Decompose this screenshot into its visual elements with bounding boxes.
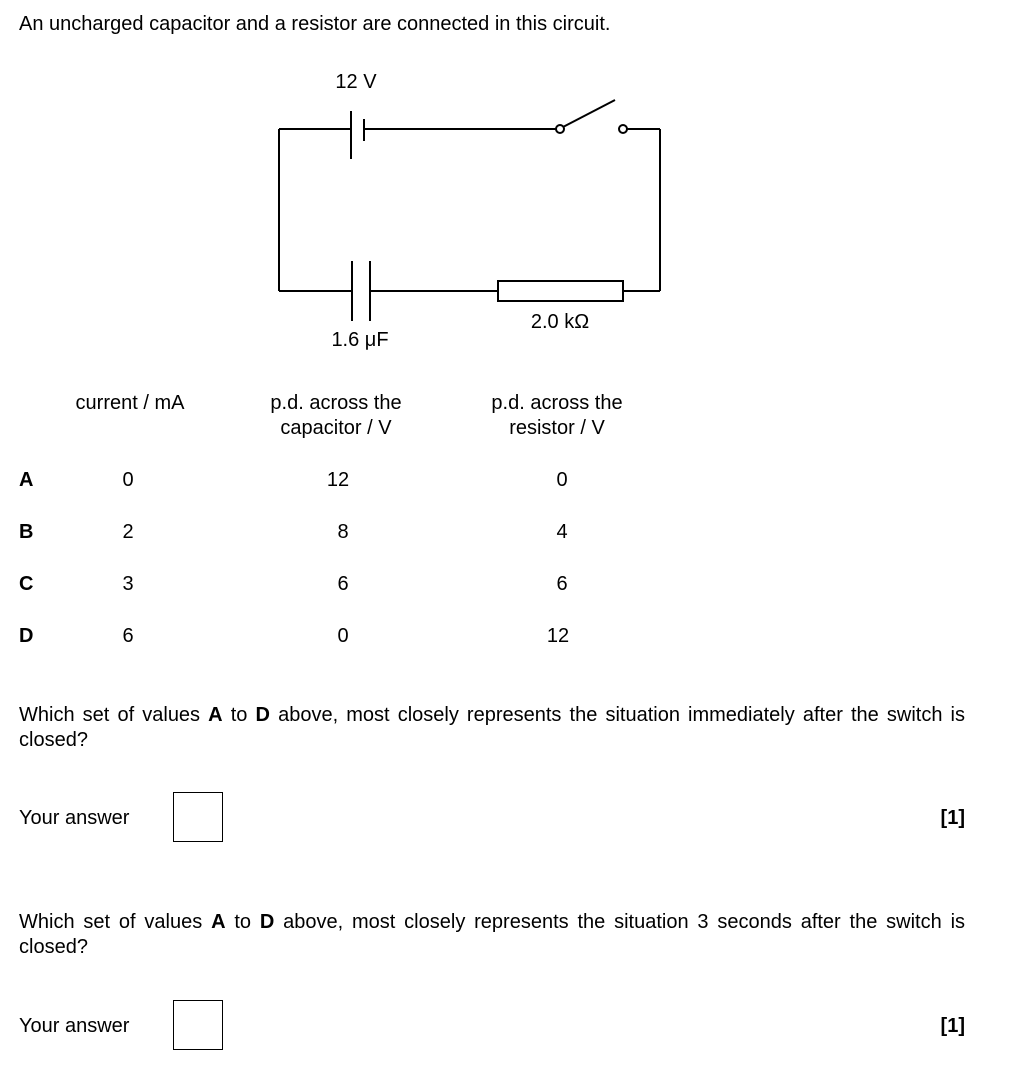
cell-capacitor: 0 (337, 625, 349, 647)
answer-label-1: Your answer (19, 807, 130, 829)
header-resistor-line1: p.d. across the (491, 392, 623, 414)
cell-capacitor: 6 (337, 573, 349, 595)
cell-current: 2 (122, 521, 134, 543)
q1-post: above, most closely represents the situation immediately after the switch is closed? (19, 704, 966, 751)
answer-box-1[interactable] (173, 792, 223, 842)
marks-2: [1] (940, 1015, 965, 1037)
question-2-text (19, 910, 965, 960)
q2-d: D (259, 911, 275, 933)
q2-post: above, most closely represents the situation 3 seconds after the switch is closed? (19, 911, 966, 958)
capacitor-label: 1.6 μF (331, 329, 389, 351)
cell-resistor: 6 (556, 573, 568, 595)
cell-capacitor: 12 (326, 469, 350, 491)
header-capacitor-line2: capacitor / V (280, 417, 392, 439)
header-capacitor-line1: p.d. across the (270, 392, 402, 414)
row-label: C (19, 573, 34, 595)
circuit-diagram (0, 0, 1022, 380)
cell-current: 3 (122, 573, 134, 595)
intro-text: An uncharged capacitor and a resistor are connected in this circuit. (19, 13, 611, 35)
header-resistor (467, 391, 647, 441)
header-current: current / mA (75, 392, 185, 414)
header-capacitor (246, 391, 426, 441)
q1-d: D (255, 704, 270, 726)
q2-pre: Which set of values (19, 911, 212, 933)
answer-label-2: Your answer (19, 1015, 130, 1037)
cell-resistor: 4 (556, 521, 568, 543)
question-1-text (19, 703, 965, 753)
row-label: D (19, 625, 34, 647)
row-label: A (19, 469, 34, 491)
header-resistor-line2: resistor / V (509, 417, 605, 439)
cell-resistor: 0 (556, 469, 568, 491)
q1-pre: Which set of values (19, 704, 209, 726)
switch-lever (563, 100, 615, 127)
q2-a: A (211, 911, 226, 933)
row-label: B (19, 521, 34, 543)
battery-label: 12 V (335, 71, 377, 93)
marks-1: [1] (940, 807, 965, 829)
cell-current: 0 (122, 469, 134, 491)
q1-mid: to (222, 704, 256, 726)
cell-capacitor: 8 (337, 521, 349, 543)
q2-mid: to (225, 911, 260, 933)
resistor-label: 2.0 kΩ (530, 311, 590, 333)
resistor-body (498, 281, 623, 301)
switch-contact-right (619, 125, 627, 133)
answer-box-2[interactable] (173, 1000, 223, 1050)
cell-current: 6 (122, 625, 134, 647)
cell-resistor: 12 (546, 625, 570, 647)
q1-a: A (208, 704, 223, 726)
